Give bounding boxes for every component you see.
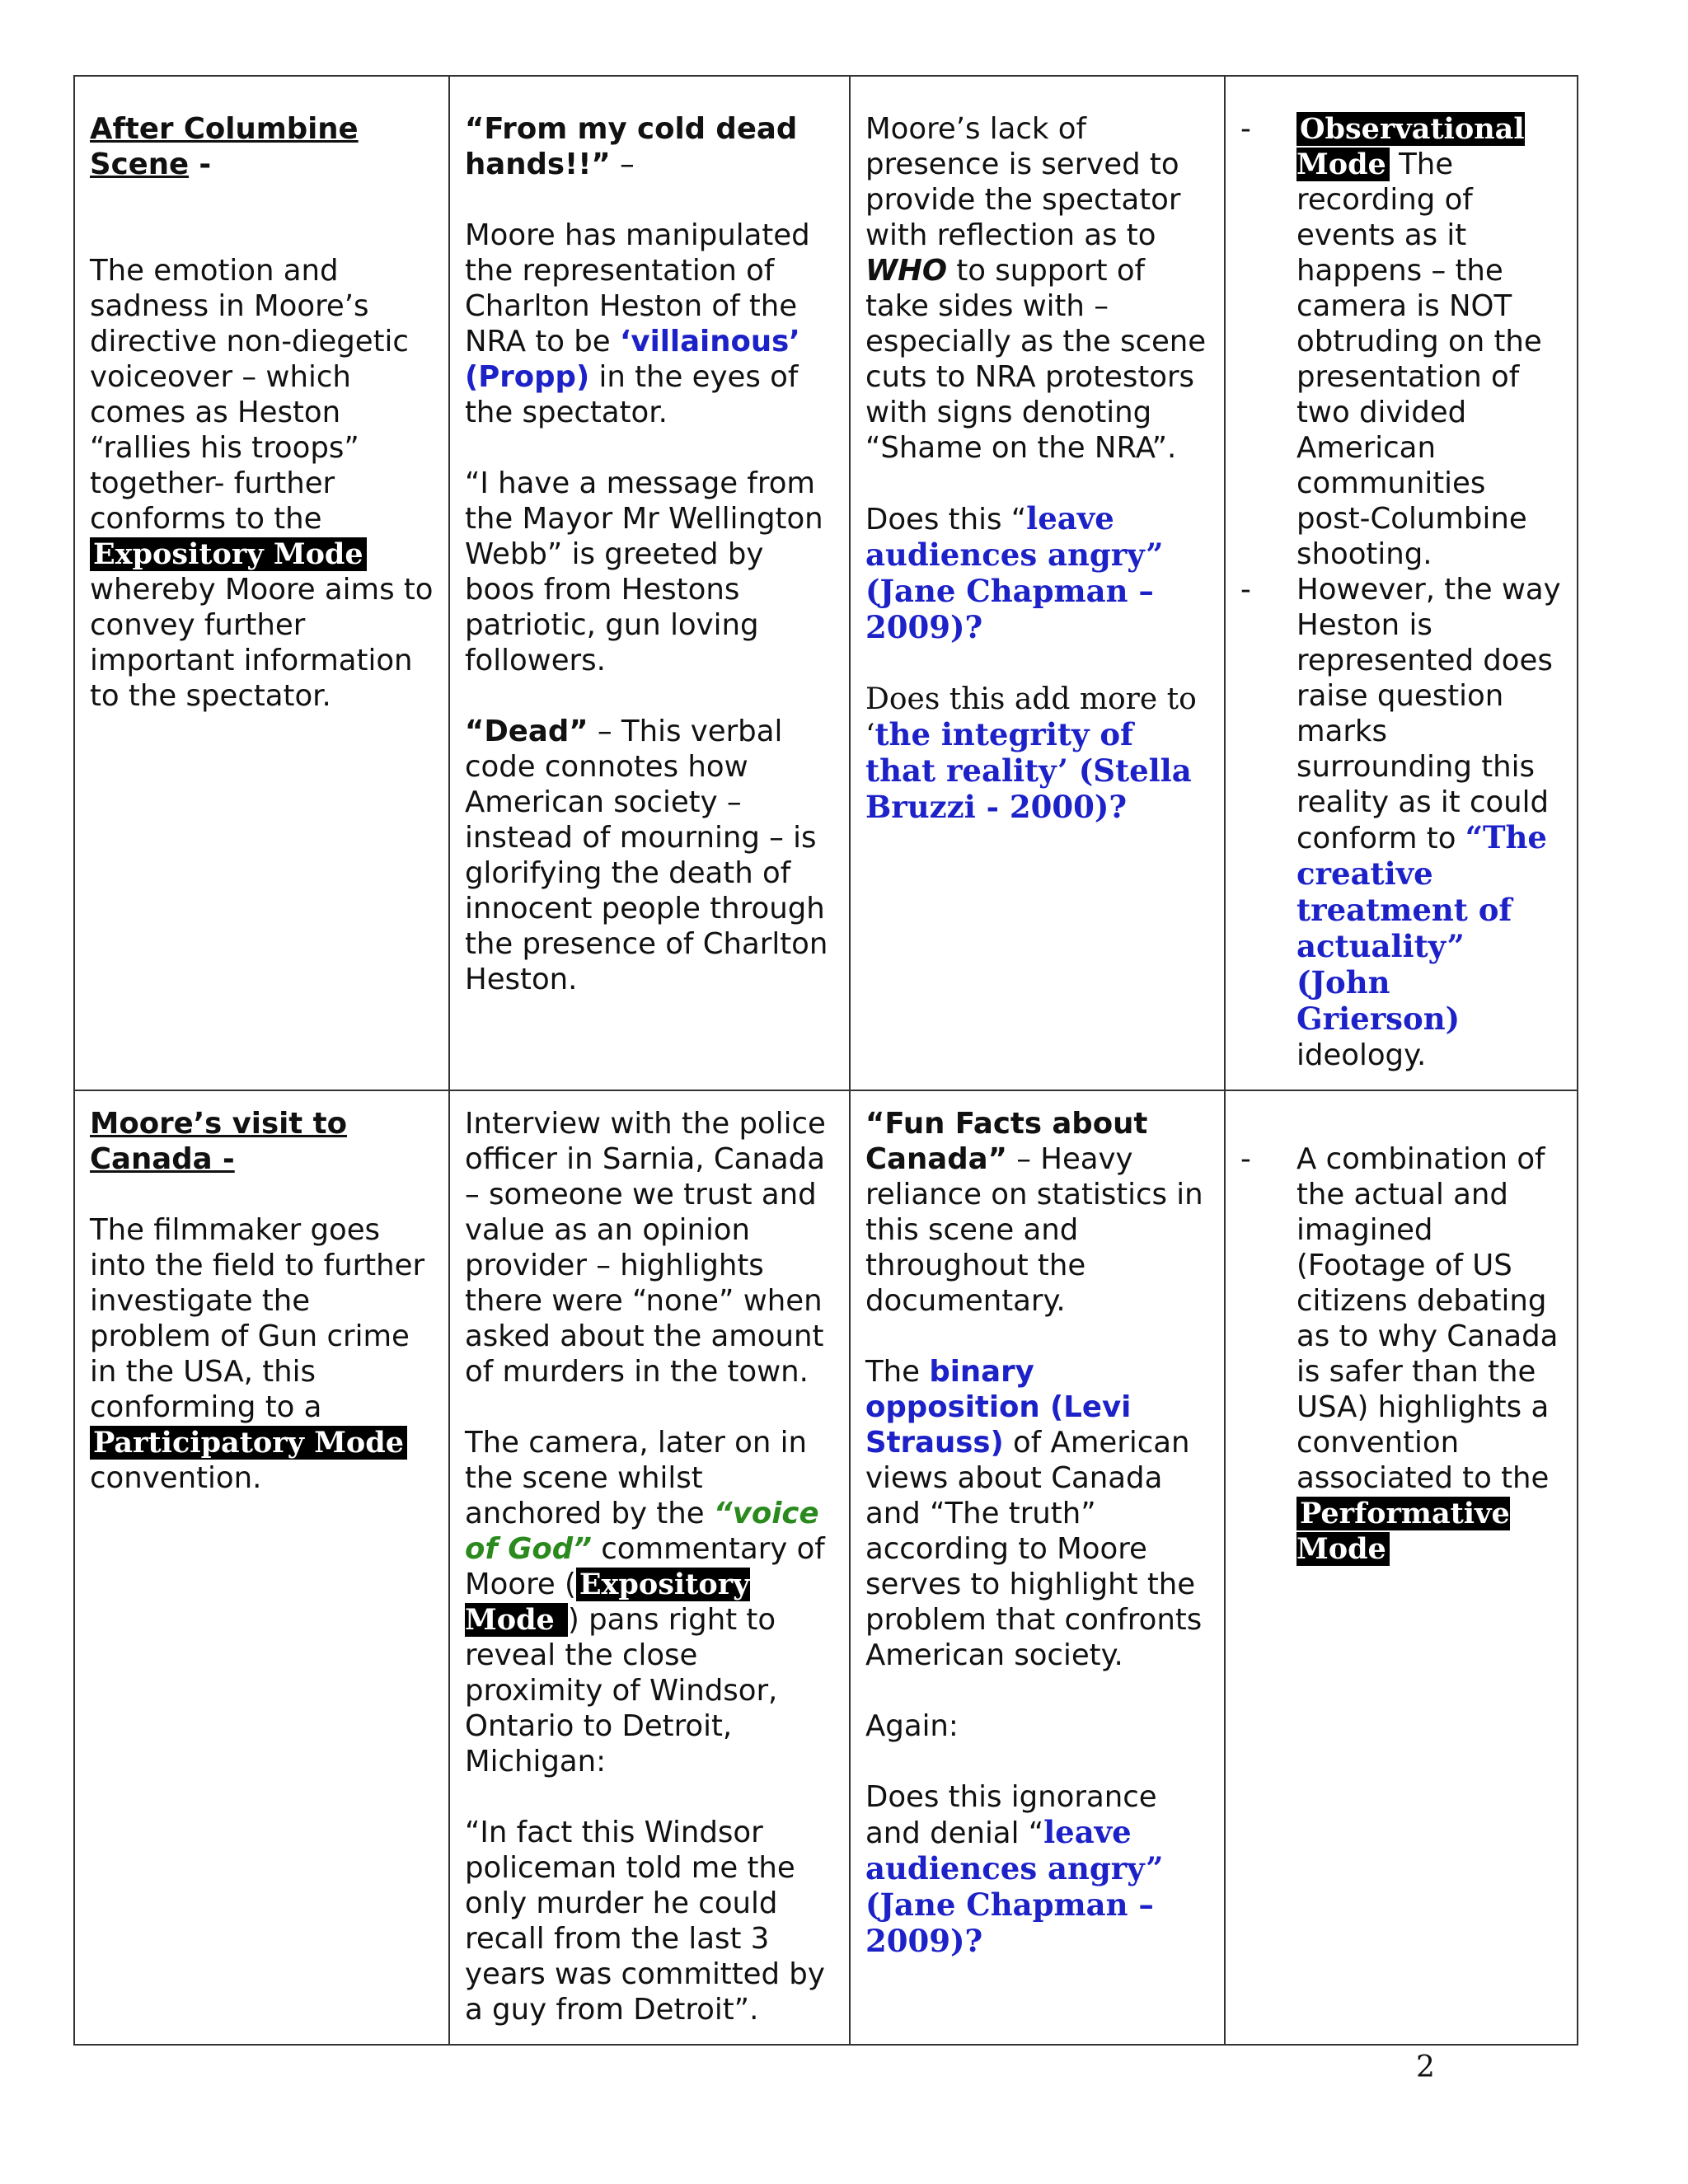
table-cell-mode: [1225, 76, 1578, 1090]
table-cell-reflection: [850, 1090, 1225, 2045]
mode-list: [1240, 1141, 1562, 1567]
cell-paragraph: “I have a message from the Mayor Mr Wellington Webb” is greeted by boos from Hestons patriotic, gun loving followers.: [465, 466, 823, 677]
theory-reference: leave audiences angry” (Jane Chapman – 2009)?: [865, 500, 1164, 645]
table-cell-scene: [74, 1090, 449, 2045]
table-cell-reflection: [850, 76, 1225, 1090]
mode-highlight: Observational Mode: [1296, 112, 1525, 181]
scene-heading: After Columbine Scene -: [90, 112, 359, 181]
quote-heading: “From my cold dead hands!!” –: [465, 112, 798, 181]
theory-reference: “The creative treatment of actuality” (John Grierson): [1296, 819, 1547, 1037]
table-cell-analysis: [449, 1090, 850, 2045]
analysis-table: [73, 75, 1578, 2046]
cell-paragraph: The camera, later on in the scene whilst anchored by the “voice of God” commentary of Moore ( Expository Mode ) pans right to reveal the close proximity of Windsor, Ontario to Detroit, Michigan:: [465, 1426, 825, 1779]
scene-heading: Moore’s visit to Canada -: [90, 1107, 347, 1176]
cell-paragraph: The emotion and sadness in Moore’s directive non-diegetic voiceover – which comes as Heston “rallies his troops” together- further conforms to the Expository Mode whereby Moore aims to convey further important information to the spectator.: [90, 254, 434, 713]
mode-highlight: Participatory Mode: [90, 1426, 407, 1460]
cell-paragraph: “Dead” – This verbal code connotes how American society – instead of mourning – is glorifying the death of innocent people through the presence of Charlton Heston.: [465, 715, 828, 996]
cell-paragraph: Moore has manipulated the representation of Charlton Heston of the NRA to be ‘villainous’ (Propp) in the eyes of the spectator.: [465, 218, 810, 429]
theory-reference: binary opposition (Levi Strauss): [865, 1355, 1132, 1460]
cell-paragraph: Again:: [865, 1709, 959, 1743]
cell-paragraph: The filmmaker goes into the field to further investigate the problem of Gun crime in the USA, this conforming to a Participatory Mode convention.: [90, 1213, 425, 1495]
table-row: [74, 1090, 1578, 2045]
table-row: [74, 76, 1578, 1090]
cell-paragraph: Does this “leave audiences angry” (Jane Chapman – 2009)?: [865, 500, 1164, 645]
table-cell-analysis: [449, 76, 850, 1090]
theory-reference: leave audiences angry” (Jane Chapman – 2009)?: [865, 1814, 1164, 1959]
cell-paragraph: Does this ignorance and denial “leave audiences angry” (Jane Chapman – 2009)?: [865, 1780, 1164, 1959]
theory-reference: ‘villainous’ (Propp): [465, 325, 800, 394]
theory-reference: the integrity of that reality’ (Stella Bruzzi - 2000)?: [865, 716, 1192, 825]
mode-highlight: Expository Mode: [90, 537, 367, 571]
table-cell-mode: [1225, 1090, 1578, 2045]
list-item: - A combination of the actual and imagined (Footage of US citizens debating as to why Canada is safer than the USA) highlights a convention associated to the Performative Mode: [1240, 1141, 1562, 1567]
cell-paragraph: The binary opposition (Levi Strauss) of American views about Canada and “The truth” according to Moore serves to highlight the problem that confronts American society.: [865, 1355, 1203, 1672]
cell-paragraph: Moore’s lack of presence is served to provide the spectator with reflection as to WHO to support of take sides with – especially as the scene cuts to NRA protestors with signs denoting “Shame on the NRA”.: [865, 112, 1207, 465]
cell-paragraph: “Fun Facts about Canada” – Heavy reliance on statistics in this scene and throughout the documentary.: [865, 1107, 1203, 1318]
cell-paragraph: Does this add more to ‘the integrity of that reality’ (Stella Bruzzi - 2000)?: [865, 682, 1197, 825]
mode-highlight: Performative Mode: [1296, 1497, 1510, 1566]
mode-highlight: Expository Mode: [465, 1568, 750, 1637]
page-number: 2: [1416, 2050, 1435, 2084]
theory-reference: “voice of God”: [465, 1497, 819, 1566]
cell-paragraph: “In fact this Windsor policeman told me the only murder he could recall from the last 3 years was committed by a guy from Detroit”.: [465, 1816, 825, 2027]
mode-list: [1240, 111, 1562, 1073]
cell-paragraph: Interview with the police officer in Sarnia, Canada – someone we trust and value as an opinion provider – highlights there were “none” when asked about the amount of murders in the town.: [465, 1107, 826, 1389]
list-item: - Observational Mode The recording of events as it happens – the camera is NOT obtruding on the presentation of two divided American communities post-Columbine shooting.: [1240, 111, 1562, 572]
list-item: - However, the way Heston is represented does raise question marks surrounding this reality as it could conform to “The creative treatment of actuality” (John Grierson) ideology.: [1240, 572, 1562, 1073]
table-cell-scene: [74, 76, 449, 1090]
